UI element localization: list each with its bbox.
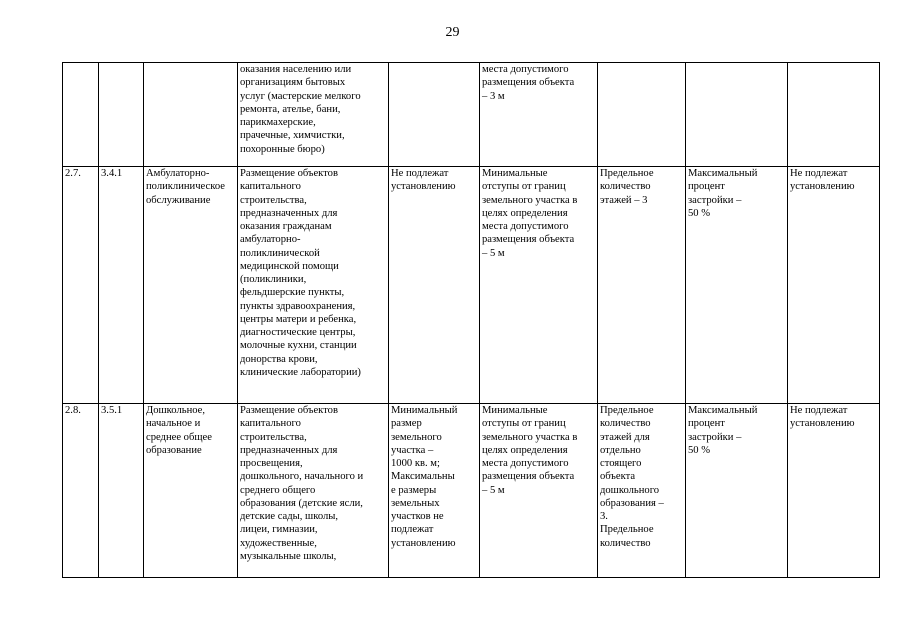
other-parameters-cell: Не подлежат установлению — [788, 404, 880, 578]
row-number-cell: 2.8. — [63, 404, 99, 578]
land-use-description-cell: Размещение объектов капитального строительства, предназначенных для просвещения, дошкольного, начального и среднего общего образования (детские ясли, детские сады, школы, лицеи, гимназии, художественные, музыкальные школы, — [238, 404, 389, 578]
table-row — [63, 63, 880, 167]
row-number-cell: 2.7. — [63, 167, 99, 404]
floors-limit-cell — [598, 63, 686, 167]
other-parameters-cell — [788, 63, 880, 167]
land-plot-size-cell: Минимальный размер земельного участка – 1000 кв. м; Максимальны е размеры земельных участков не подлежат установлению — [389, 404, 480, 578]
land-use-name-cell: Амбулаторно- поликлиническое обслуживание — [144, 167, 238, 404]
land-use-code-cell — [99, 63, 144, 167]
table-row — [63, 404, 880, 578]
land-use-name-cell — [144, 63, 238, 167]
land-plot-size-cell — [389, 63, 480, 167]
land-use-description-cell: оказания населению или организациям бытовых услуг (мастерские мелкого ремонта, ателье, бани, парикмахерские, прачечные, химчистки, похоронные бюро) — [238, 63, 389, 167]
land-use-code-cell: 3.5.1 — [99, 404, 144, 578]
setbacks-cell: Минимальные отступы от границ земельного участка в целях определения места допустимого размещения объекта – 5 м — [480, 167, 598, 404]
zoning-regulations-table — [62, 62, 880, 578]
land-use-code-cell: 3.4.1 — [99, 167, 144, 404]
coverage-percent-cell: Максимальный процент застройки – 50 % — [686, 167, 788, 404]
table-row — [63, 167, 880, 404]
coverage-percent-cell — [686, 63, 788, 167]
row-number-cell — [63, 63, 99, 167]
land-use-description-cell: Размещение объектов капитального строительства, предназначенных для оказания гражданам амбулаторно- поликлинической медицинской помощи (поликлиники, фельдшерские пункты, пункты здравоохранения, центры матери и ребенка, диагностические центры, молочные кухни, станции донорства крови, клинические лаборатории) — [238, 167, 389, 404]
floors-limit-cell: Предельное количество этажей – 3 — [598, 167, 686, 404]
setbacks-cell: места допустимого размещения объекта – 3 м — [480, 63, 598, 167]
land-use-name-cell: Дошкольное, начальное и среднее общее образование — [144, 404, 238, 578]
land-plot-size-cell: Не подлежат установлению — [389, 167, 480, 404]
setbacks-cell: Минимальные отступы от границ земельного участка в целях определения места допустимого размещения объекта – 5 м — [480, 404, 598, 578]
page-number: 29 — [445, 25, 460, 40]
floors-limit-cell: Предельное количество этажей для отдельно стоящего объекта дошкольного образования – 3. Предельное количество — [598, 404, 686, 578]
other-parameters-cell: Не подлежат установлению — [788, 167, 880, 404]
coverage-percent-cell: Максимальный процент застройки – 50 % — [686, 404, 788, 578]
